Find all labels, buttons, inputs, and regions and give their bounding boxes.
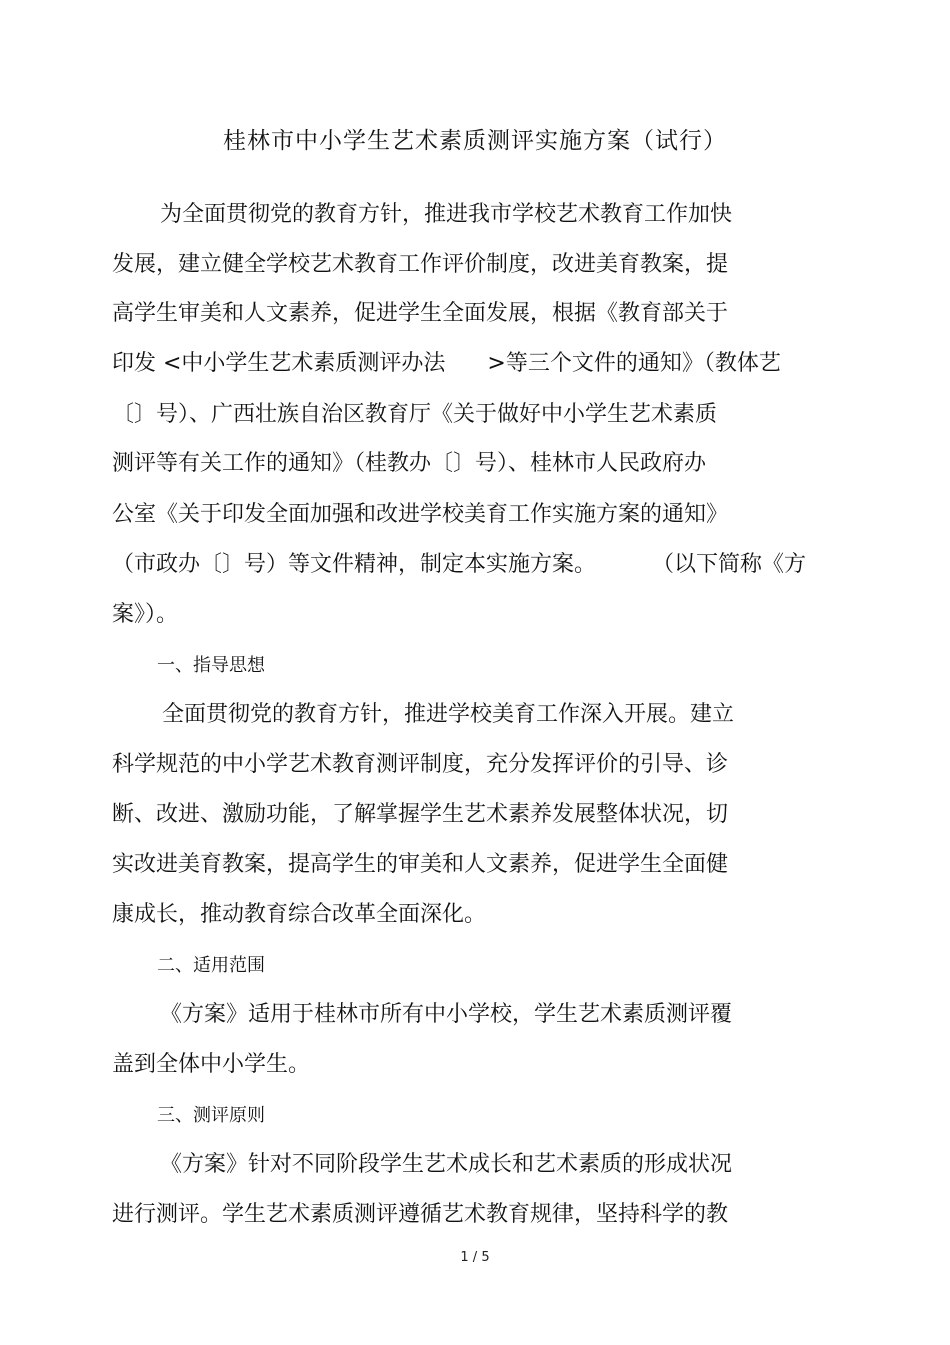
page-number: 1 / 5 <box>460 1250 490 1265</box>
section-heading: 二、适用范围 <box>157 955 265 976</box>
paragraph-line: 高学生审美和人文素养，促进学生全面发展，根据《教育部关于 <box>112 301 729 326</box>
section-heading: 三、测评原则 <box>157 1105 265 1126</box>
paragraph-line: 公室《关于印发全面加强和改进学校美育工作实施方案的通知》 <box>112 502 729 527</box>
paragraph-line: 测评等有关工作的通知》（桂教办〔〕号）、桂林市人民政府办 <box>112 451 707 476</box>
paragraph-line: 发展，建立健全学校艺术教育工作评价制度，改进美育教案，提 <box>112 252 729 277</box>
paragraph-line: 印发 <中小学生艺术素质测评办法 >等三个文件的通知》（教体艺 <box>112 351 781 376</box>
paragraph-line: （市政办〔〕号）等文件精神，制定本实施方案。 （以下简称《方 <box>112 552 806 577</box>
paragraph-line: 《方案》针对不同阶段学生艺术成长和艺术素质的形成状况 <box>160 1152 733 1177</box>
paragraph-line: 为全面贯彻党的教育方针，推进我市学校艺术教育工作加快 <box>160 202 733 227</box>
paragraph-line: 《方案》适用于桂林市所有中小学校，学生艺术素质测评覆 <box>160 1002 733 1027</box>
paragraph-line: 〔〕号）、广西壮族自治区教育厅《关于做好中小学生艺术素质 <box>112 402 718 427</box>
paragraph-line: 实改进美育教案，提高学生的审美和人文素养，促进学生全面健 <box>112 852 729 877</box>
paragraph-line: 案》）。 <box>112 602 179 627</box>
paragraph-line: 断、改进、激励功能，了解掌握学生艺术素养发展整体状况，切 <box>112 802 729 827</box>
paragraph-line: 科学规范的中小学艺术教育测评制度，充分发挥评价的引导、诊 <box>112 752 729 777</box>
document-title: 桂林市中小学生艺术素质测评实施方案（试行） <box>223 128 727 154</box>
paragraph-line: 进行测评。学生艺术素质测评遵循艺术教育规律，坚持科学的教 <box>112 1202 729 1227</box>
paragraph-line: 康成长，推动教育综合改革全面深化。 <box>112 902 487 927</box>
section-heading: 一、指导思想 <box>157 655 265 676</box>
paragraph-line: 盖到全体中小学生。 <box>112 1052 311 1077</box>
paragraph-line: 全面贯彻党的教育方针，推进学校美育工作深入开展。建立 <box>162 702 735 727</box>
